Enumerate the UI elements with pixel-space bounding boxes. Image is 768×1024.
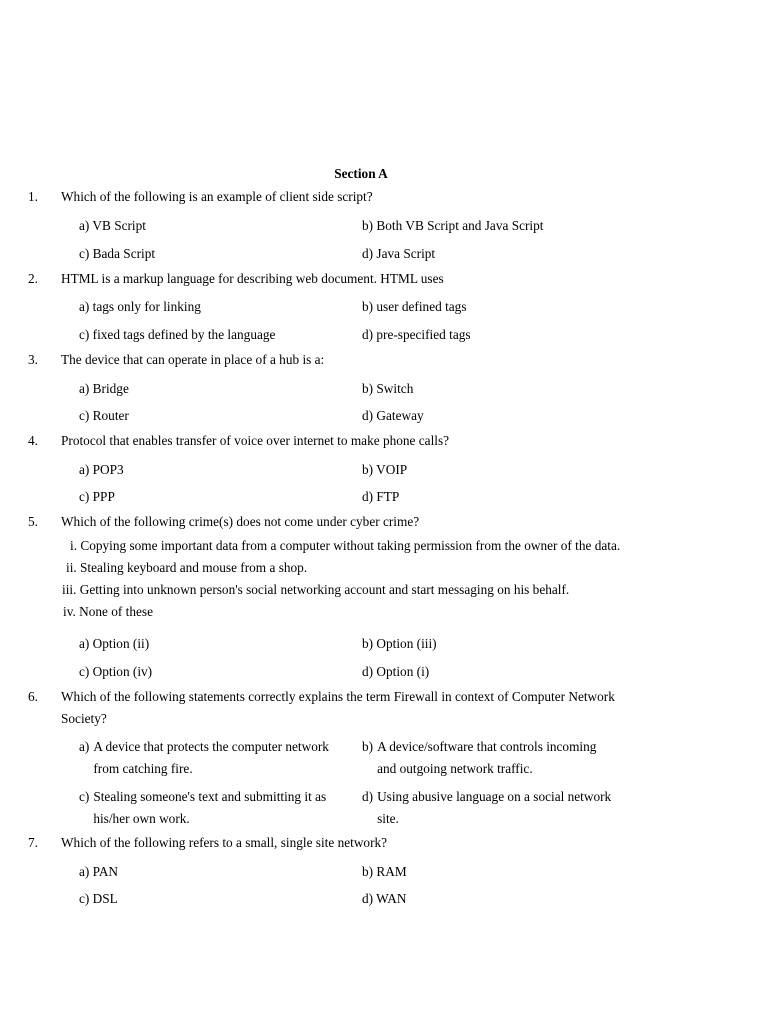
option-b: b) RAM bbox=[362, 864, 407, 879]
option-a: a) tags only for linking bbox=[79, 299, 201, 314]
option-text: A device/software that controls incoming and outgoing network traffic. bbox=[377, 739, 597, 776]
option-label: a) bbox=[79, 739, 90, 754]
question-number: 7. bbox=[28, 835, 38, 850]
option-b: b) VOIP bbox=[362, 462, 408, 477]
option-c: c) Bada Script bbox=[79, 246, 156, 261]
question-number: 2. bbox=[28, 271, 38, 286]
question-text-continued: Society? bbox=[61, 711, 107, 726]
option-c: c) fixed tags defined by the language bbox=[79, 327, 276, 342]
option-a bbox=[79, 736, 341, 780]
option-b: b) Switch bbox=[362, 381, 414, 396]
option-label: c) bbox=[79, 789, 90, 804]
option-a: a) PAN bbox=[79, 864, 119, 879]
option-a: a) Bridge bbox=[79, 381, 129, 396]
option-d: d) Java Script bbox=[362, 246, 436, 261]
question-text: Which of the following statements correctly explains the term Firewall in context of Computer Network bbox=[61, 689, 615, 704]
option-d: d) pre-specified tags bbox=[362, 327, 471, 342]
statement-item: ii. Stealing keyboard and mouse from a shop. bbox=[66, 560, 308, 575]
option-d bbox=[362, 786, 624, 830]
option-label: d) bbox=[362, 789, 374, 804]
section-title: Section A bbox=[334, 166, 388, 181]
question-number: 1. bbox=[28, 189, 38, 204]
question-number: 6. bbox=[28, 689, 38, 704]
option-a: a) Option (ii) bbox=[79, 636, 150, 651]
option-b: b) user defined tags bbox=[362, 299, 467, 314]
question-number: 5. bbox=[28, 514, 38, 529]
option-d: d) Gateway bbox=[362, 408, 424, 423]
option-c: c) Option (iv) bbox=[79, 664, 153, 679]
option-text: Using abusive language on a social network site. bbox=[377, 789, 612, 826]
statement-item: iv. None of these bbox=[63, 604, 153, 619]
question-number: 4. bbox=[28, 433, 38, 448]
option-d: d) FTP bbox=[362, 489, 400, 504]
option-c: c) DSL bbox=[79, 891, 118, 906]
option-a: a) POP3 bbox=[79, 462, 124, 477]
question-text: Which of the following refers to a small, single site network? bbox=[61, 835, 388, 850]
option-c bbox=[79, 786, 337, 830]
question-text: The device that can operate in place of a hub is a: bbox=[61, 352, 325, 367]
option-b: b) Both VB Script and Java Script bbox=[362, 218, 544, 233]
option-c: c) Router bbox=[79, 408, 129, 423]
option-b: b) Option (iii) bbox=[362, 636, 437, 651]
option-d: d) Option (i) bbox=[362, 664, 430, 679]
option-c: c) PPP bbox=[79, 489, 115, 504]
question-text: HTML is a markup language for describing web document. HTML uses bbox=[61, 271, 444, 286]
option-text: Stealing someone's text and submitting it as his/her own work. bbox=[93, 789, 327, 826]
question-number: 3. bbox=[28, 352, 38, 367]
statement-item: iii. Getting into unknown person's social networking account and start messaging on his behalf. bbox=[62, 582, 570, 597]
option-a: a) VB Script bbox=[79, 218, 146, 233]
option-text: A device that protects the computer network from catching fire. bbox=[93, 739, 329, 776]
option-label: b) bbox=[362, 739, 374, 754]
question-text: Which of the following crime(s) does not come under cyber crime? bbox=[61, 514, 420, 529]
question-text: Which of the following is an example of client side script? bbox=[61, 189, 373, 204]
option-b bbox=[362, 736, 607, 780]
question-text: Protocol that enables transfer of voice over internet to make phone calls? bbox=[61, 433, 450, 448]
option-d: d) WAN bbox=[362, 891, 407, 906]
statement-item: i. Copying some important data from a computer without taking permission from the owner of the data. bbox=[70, 538, 621, 553]
